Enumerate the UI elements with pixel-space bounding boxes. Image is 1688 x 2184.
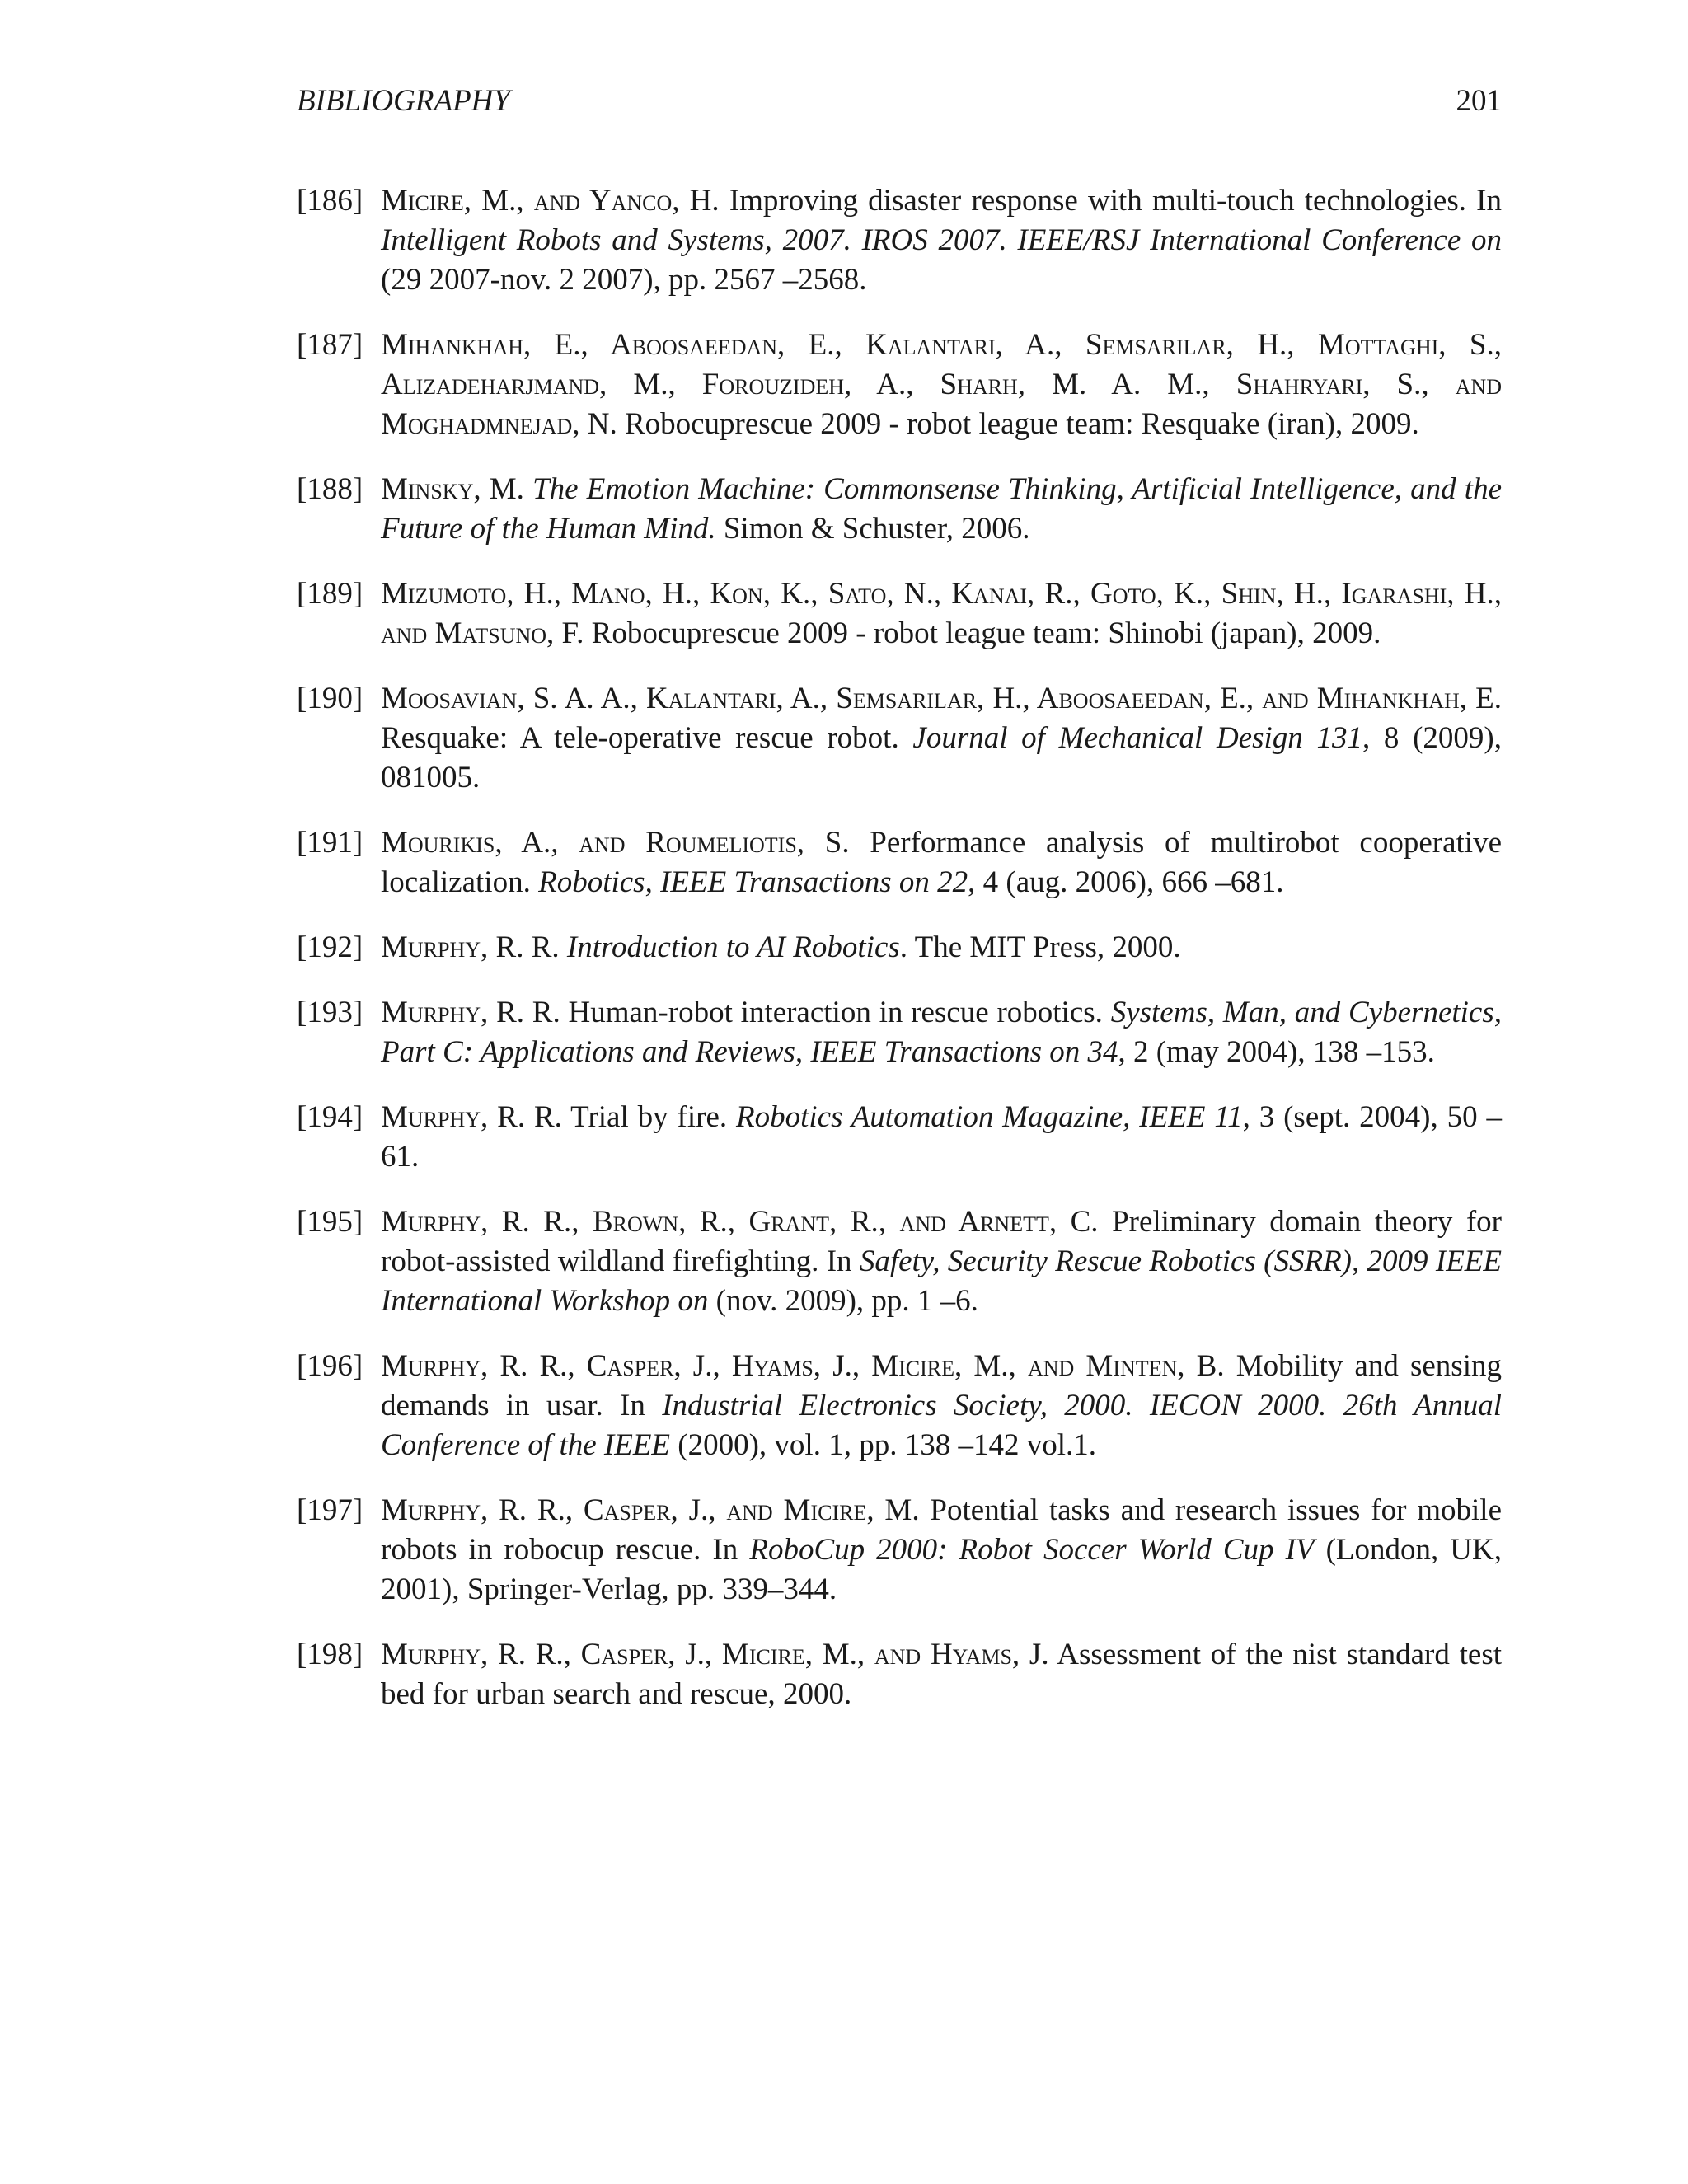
bib-entry-number: [190] xyxy=(297,682,363,715)
page-number: 201 xyxy=(1456,84,1502,118)
bib-entry-text xyxy=(381,1493,1502,1606)
bib-entry-text xyxy=(381,184,1502,297)
bib-entry xyxy=(297,679,1502,798)
bib-entry-text xyxy=(381,682,1502,794)
bib-entry-text xyxy=(381,826,1502,899)
bib-authors: Micire, M., and Yanco, H. xyxy=(381,184,720,218)
bib-authors: Minsky, M. xyxy=(381,472,524,506)
bib-entry-number: [194] xyxy=(297,1100,363,1134)
bib-entry-text xyxy=(381,1349,1502,1462)
bib-title-italic: Robotics Automation Magazine, IEEE 11 xyxy=(736,1100,1243,1134)
bib-authors: Moosavian, S. A. A., Kalantari, A., Semsarilar, H., Aboosaeedan, E., and Mihankhah, E. xyxy=(381,682,1502,715)
bib-text: Robocuprescue 2009 - robot league team: Shinobi (japan), 2009. xyxy=(584,616,1381,650)
bib-entry xyxy=(297,574,1502,654)
bib-text: . The MIT Press, 2000. xyxy=(899,930,1181,964)
bib-title-italic: Robotics, IEEE Transactions on 22 xyxy=(538,865,968,899)
bib-title-italic: Industrial Electronics Society, 2000. IECON 2000. 26th Annual Conference of the IEEE xyxy=(381,1389,1502,1462)
bib-title-italic: The Emotion Machine: Commonsense Thinking, Artificial Intelligence, and the Future of the Human Mind. xyxy=(381,472,1503,546)
bib-entry xyxy=(297,1635,1502,1714)
running-head xyxy=(297,81,1502,122)
bib-text: (London, UK, 2001), Springer-Verlag, pp. 339–344. xyxy=(381,1533,1502,1606)
running-head-title: BIBLIOGRAPHY xyxy=(297,84,510,118)
bib-text: Preliminary domain theory for robot-assisted wildland firefighting. In xyxy=(381,1205,1502,1278)
bib-entry-text xyxy=(381,328,1502,441)
bib-entry xyxy=(297,326,1502,444)
bib-authors: Murphy, R. R., Casper, J., and Micire, M. xyxy=(381,1493,920,1527)
bib-entry-text xyxy=(381,1100,1502,1174)
bib-entry xyxy=(297,181,1502,300)
bib-text xyxy=(560,930,567,964)
bib-text: Performance analysis of multirobot cooperative localization. xyxy=(381,826,1502,899)
bib-entry-number: [193] xyxy=(297,996,363,1029)
bib-title-italic: Systems, Man, and Cybernetics, Part C: Applications and Reviews, IEEE Transactions on 34 xyxy=(381,996,1502,1069)
bib-text: , 3 (sept. 2004), 50 – 61. xyxy=(381,1100,1503,1174)
bib-entry xyxy=(297,1347,1502,1465)
bib-entry-text xyxy=(381,930,1181,964)
bib-text: Robocuprescue 2009 - robot league team: Resquake (iran), 2009. xyxy=(617,407,1419,441)
bib-text: Simon & Schuster, 2006. xyxy=(715,512,1030,546)
bib-entry-number: [187] xyxy=(297,328,363,362)
bib-authors: Murphy, R. R. xyxy=(381,996,560,1029)
bib-authors: Mizumoto, H., Mano, H., Kon, K., Sato, N., Kanai, R., Goto, K., Shin, H., Igarashi, H., and Matsuno, F. xyxy=(381,577,1502,650)
bib-entry-text xyxy=(381,1205,1502,1318)
bib-entry xyxy=(297,993,1502,1072)
bib-authors: Mihankhah, E., Aboosaeedan, E., Kalantari, A., Semsarilar, H., Mottaghi, S., Alizadeharjmand, M., Forouzideh, A., Sharh, M. A. M., Shahryari, S., and Moghadmnejad, N. xyxy=(381,328,1502,441)
bibliography-list xyxy=(297,181,1502,1740)
bib-text xyxy=(524,472,532,506)
bib-title-italic: Safety, Security Rescue Robotics (SSRR), 2009 IEEE International Workshop on xyxy=(381,1244,1502,1318)
bib-text: Human-robot interaction in rescue robotics. xyxy=(560,996,1111,1029)
bib-text: Improving disaster response with multi-touch technologies. In xyxy=(719,184,1502,218)
bib-authors: Murphy, R. R., Casper, J., Micire, M., and Hyams, J. xyxy=(381,1638,1049,1671)
bib-authors: Murphy, R. R., Brown, R., Grant, R., and Arnett, C. xyxy=(381,1205,1099,1239)
bib-entry-text xyxy=(381,996,1502,1069)
bib-entry-number: [189] xyxy=(297,577,363,611)
bib-entry-number: [191] xyxy=(297,826,363,860)
bib-title-italic: Journal of Mechanical Design 131 xyxy=(912,721,1362,755)
bib-entry-number: [198] xyxy=(297,1638,363,1671)
bib-authors: Murphy, R. R. xyxy=(381,930,560,964)
bib-authors: Murphy, R. R., Casper, J., Hyams, J., Micire, M., and Minten, B. xyxy=(381,1349,1225,1383)
bib-entry-number: [188] xyxy=(297,472,363,506)
bib-authors: Mourikis, A., and Roumeliotis, S. xyxy=(381,826,850,860)
bib-text: Mobility and sensing demands in usar. In xyxy=(381,1349,1502,1422)
bib-entry-number: [195] xyxy=(297,1205,363,1239)
bib-title-italic: Intelligent Robots and Systems, 2007. IROS 2007. IEEE/RSJ International Conference on xyxy=(381,223,1502,257)
bib-entry-number: [196] xyxy=(297,1349,363,1383)
bib-text: , 4 (aug. 2006), 666 –681. xyxy=(968,865,1284,899)
bib-entry-number: [192] xyxy=(297,930,363,964)
bib-entry-text xyxy=(381,577,1502,650)
bib-text: , 8 (2009), 081005. xyxy=(381,721,1502,794)
bib-entry-text xyxy=(381,472,1502,546)
bib-text: Trial by fire. xyxy=(561,1100,736,1134)
bib-text: Resquake: A tele-operative rescue robot. xyxy=(381,721,913,755)
bib-title-italic: RoboCup 2000: Robot Soccer World Cup IV xyxy=(749,1533,1315,1567)
bib-title-italic: Introduction to AI Robotics xyxy=(566,930,900,964)
bib-entry-text xyxy=(381,1638,1502,1711)
bib-entry-number: [186] xyxy=(297,184,363,218)
bib-text: , 2 (may 2004), 138 –153. xyxy=(1118,1035,1435,1069)
bib-text: Assessment of the nist standard test bed for urban search and rescue, 2000. xyxy=(381,1638,1503,1711)
bib-entry-number: [197] xyxy=(297,1493,363,1527)
bib-text: Potential tasks and research issues for mobile robots in robocup rescue. In xyxy=(381,1493,1502,1567)
bib-text: (2000), vol. 1, pp. 138 –142 vol.1. xyxy=(670,1428,1096,1462)
bib-entry xyxy=(297,470,1502,549)
bib-entry xyxy=(297,1098,1502,1177)
bib-entry xyxy=(297,1491,1502,1610)
bib-entry xyxy=(297,823,1502,902)
bib-text: (29 2007-nov. 2 2007), pp. 2567 –2568. xyxy=(381,263,867,297)
bib-entry xyxy=(297,1202,1502,1321)
bib-text: (nov. 2009), pp. 1 –6. xyxy=(708,1284,978,1318)
bib-authors: Murphy, R. R. xyxy=(381,1100,562,1134)
bib-entry xyxy=(297,928,1502,968)
